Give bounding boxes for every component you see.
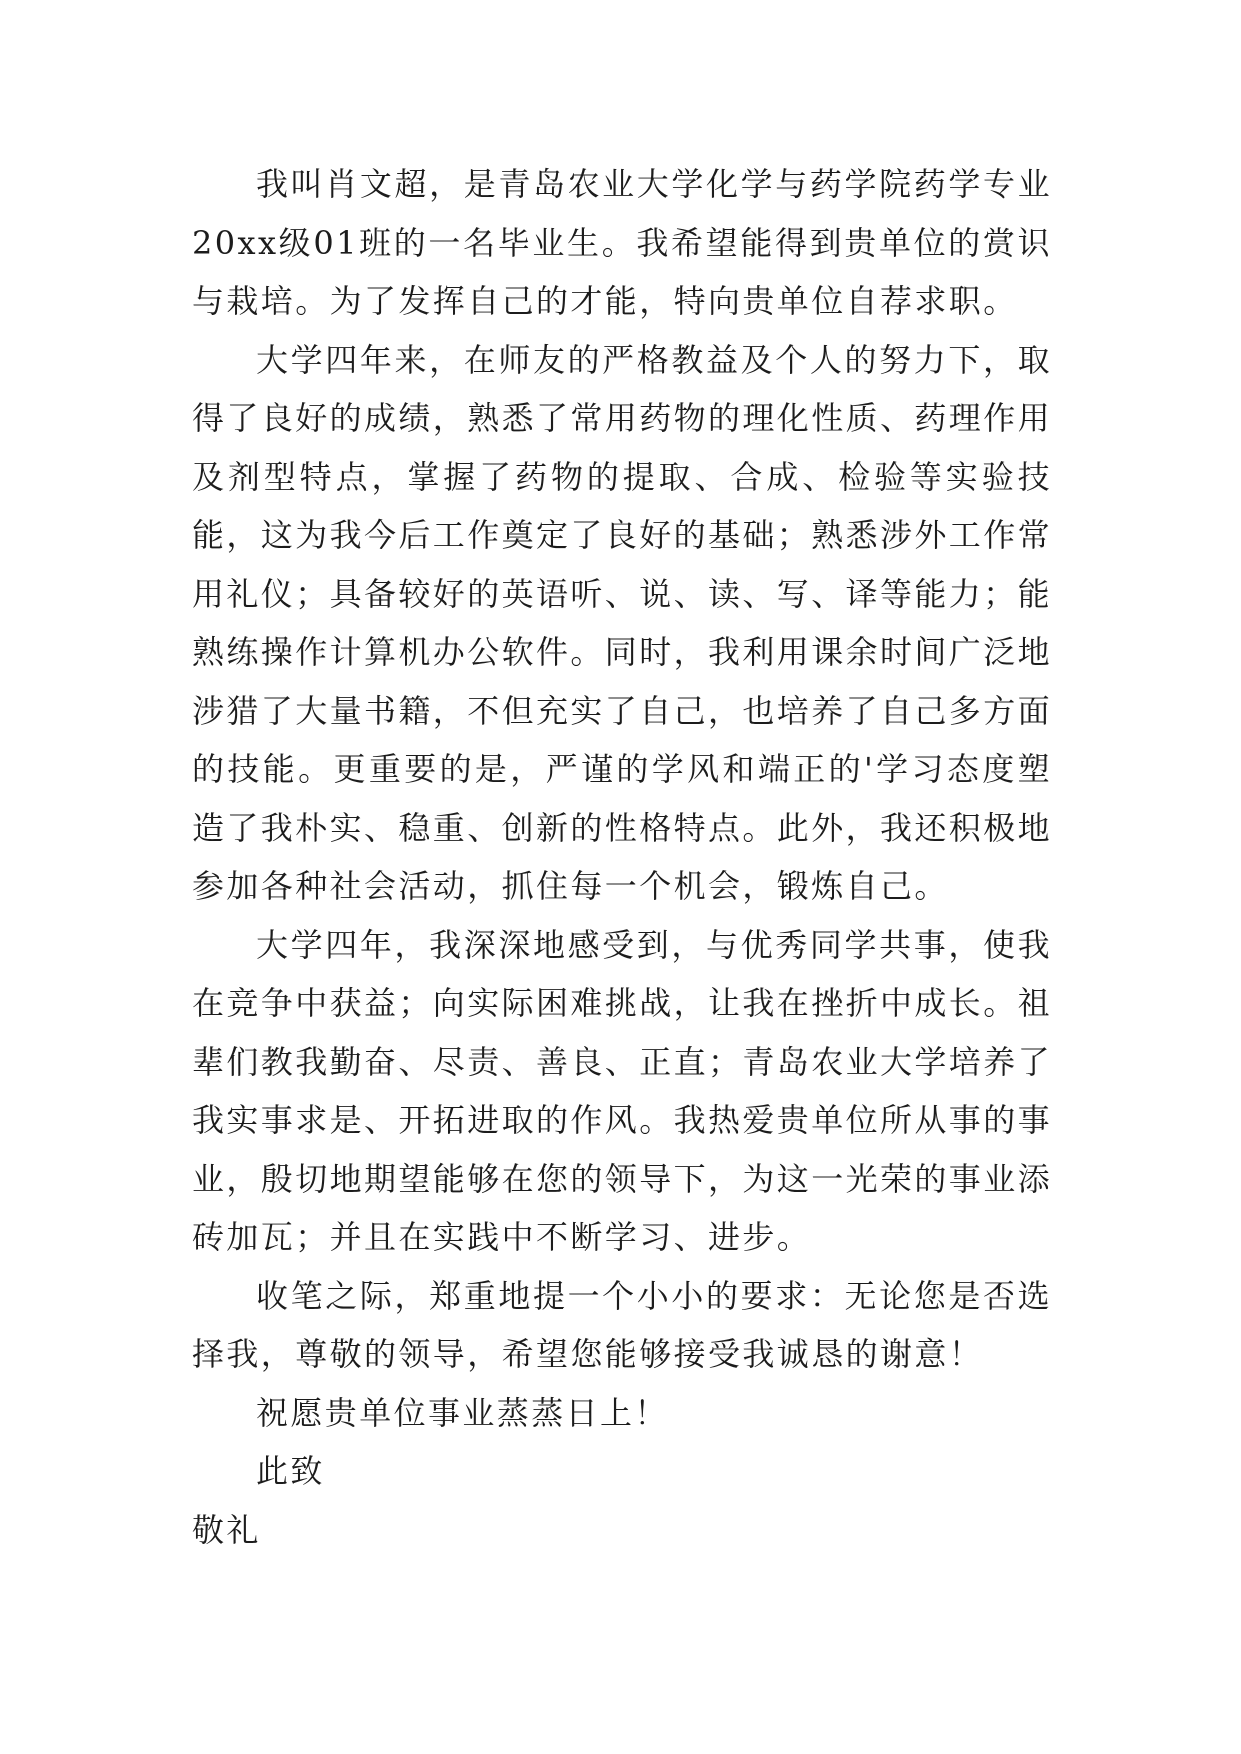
closing-line: 此致	[256, 1452, 325, 1490]
paragraph-university-experience: 大学四年来，在师友的严格教益及个人的努力下，取得了良好的成绩，熟悉了常用药物的理化性质、药理作用及剂型特点，掌握了药物的提取、合成、检验等实验技能，这为我今后工作奠定了良好的基础；熟悉涉外工作常用礼仪；具备较好的英语听、说、读、写、译等能力；能熟练操作计算机办公软件。同时，我利用课余时间广泛地涉猎了大量书籍，不但充实了自己，也培养了自己多方面的技能。更重要的是，严谨的学风和端正的'学习态度塑造了我朴实、稳重、创新的性格特点。此外，我还积极地参加各种社会活动，抓住每一个机会，锻炼自己。	[192, 340, 1053, 905]
letter-body	[192, 155, 1052, 1559]
paragraph-request: 收笔之际，郑重地提一个小小的要求：无论您是否选择我，尊敬的领导，希望您能够接受我诚恳的谢意！	[192, 1276, 1052, 1373]
paragraph-growth: 大学四年，我深深地感受到，与优秀同学共事，使我在竞争中获益；向实际困难挑战，让我在挫折中成长。祖辈们教我勤奋、尽责、善良、正直；青岛农业大学培养了我实事求是、开拓进取的作风。我热爱贵单位所从事的事业，殷切地期望能够在您的领导下，为这一光荣的事业添砖加瓦；并且在实践中不断学习、进步。	[192, 925, 1053, 1256]
wish-line: 祝愿贵单位事业蒸蒸日上！	[256, 1393, 669, 1432]
salute-line: 敬礼	[192, 1510, 261, 1549]
paragraph-introduction: 我叫肖文超，是青岛农业大学化学与药学院药学专业20xx级01班的一名毕业生。我希望能得到贵单位的赏识与栽培。为了发挥自己的才能，特向贵单位自荐求职。	[192, 165, 1052, 320]
